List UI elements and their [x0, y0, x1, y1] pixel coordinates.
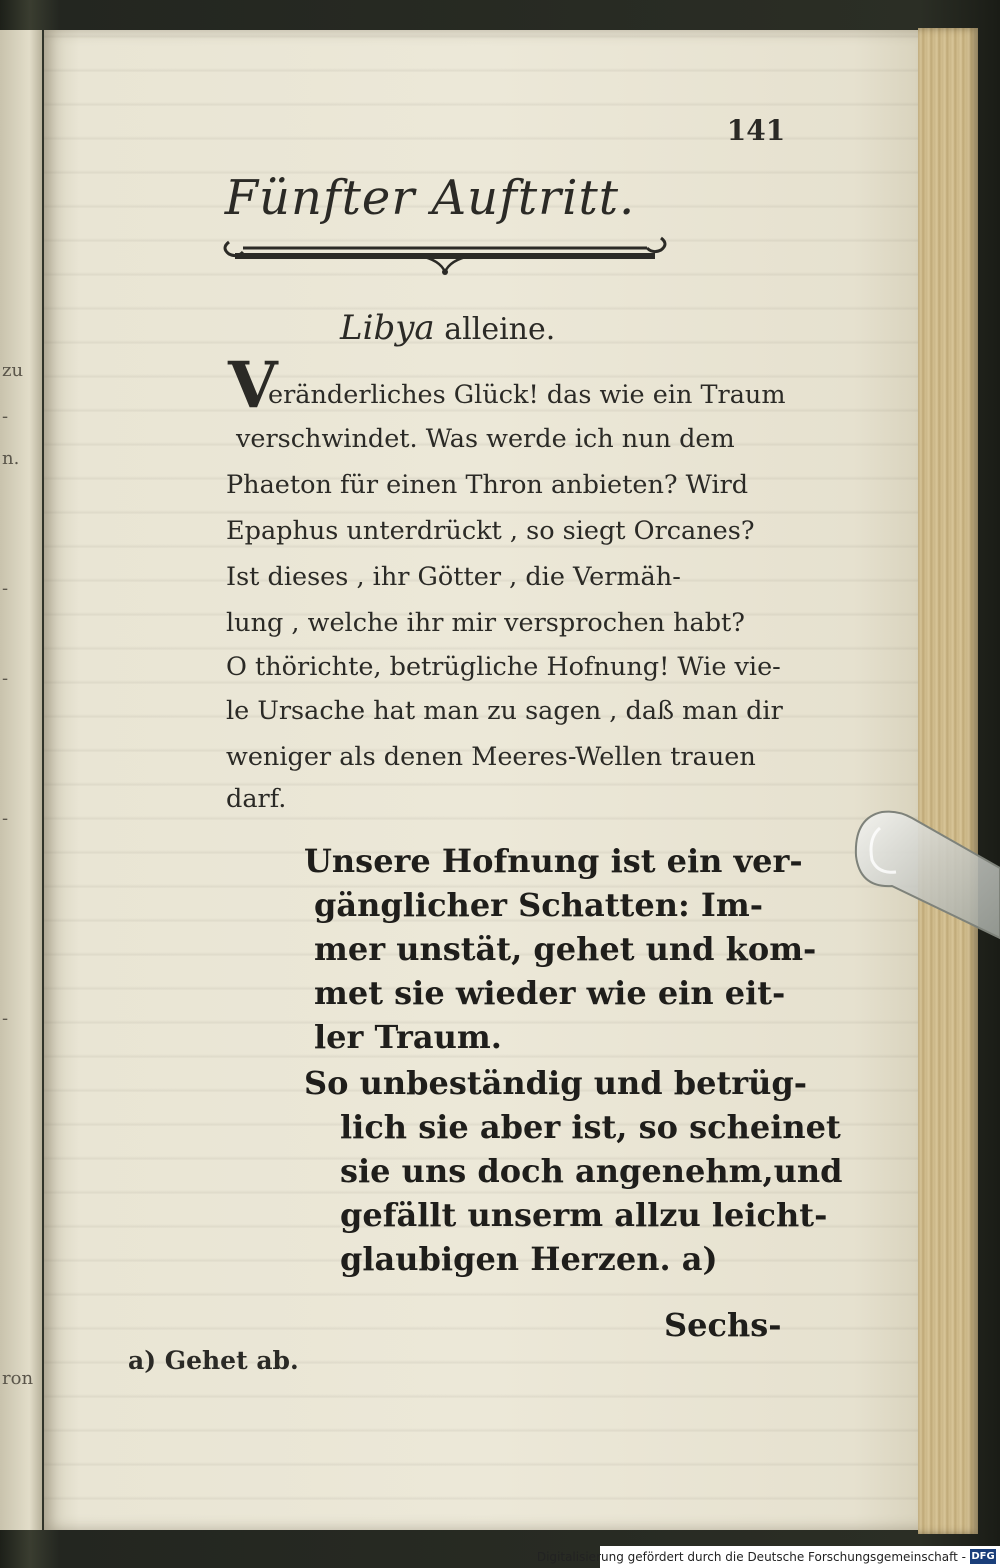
footnote: a) Gehet ab.	[128, 1346, 299, 1375]
speech-line: O thörichte, betrügliche Hofnung! Wie vie-	[226, 652, 781, 682]
digitization-credit-banner	[536, 1546, 1000, 1568]
verse-line: gänglicher Schatten: Im-	[314, 886, 764, 924]
aria-verse-2	[304, 1064, 843, 1284]
verse-line: lich sie aber ist, so scheinet	[340, 1108, 841, 1146]
ornamental-rule	[215, 228, 675, 278]
verse-line: sie uns doch angenehm,und	[340, 1152, 843, 1190]
aria-verse-1	[304, 842, 817, 1062]
speech-line: Phaeton für einen Thron anbieten? Wird	[226, 470, 749, 500]
speech-line: Ist dieses , ihr Götter , die Vermäh-	[226, 562, 681, 592]
speech-paragraph	[226, 348, 786, 816]
speaker-name: Libya	[340, 308, 435, 348]
digitization-credit: Digitalisierung gefördert durch die Deutsche Forschungsgemeinschaft -	[536, 1550, 966, 1564]
catchword: Sechs-	[664, 1306, 782, 1344]
verse-line: mer unstät, gehet und kom-	[314, 930, 817, 968]
speech-line: weniger als denen Meeres-Wellen trauen	[226, 742, 756, 772]
dfg-logo: DFG	[971, 1551, 995, 1562]
speech-line: Epaphus unterdrückt , so siegt Orcanes?	[226, 516, 755, 546]
drop-capital: V	[228, 348, 278, 423]
speech-line: lung , welche ihr mir versprochen habt?	[226, 608, 745, 638]
speech-line: le Ursache hat man zu sagen , daß man dir	[226, 696, 783, 726]
speech-line: verschwindet. Was werde ich nun dem	[236, 424, 735, 454]
stage-direction: alleine.	[444, 312, 556, 347]
verse-line: Unsere Hofnung ist ein ver-	[304, 842, 803, 880]
page-clip	[852, 808, 1000, 948]
left-page-margin-fragments: zu - n. - - - - ron	[2, 360, 34, 1389]
speech-line: eränderliches Glück! das wie ein Traum	[268, 380, 786, 410]
verse-line: So unbeständig und betrüg-	[304, 1064, 808, 1102]
speaker-line	[340, 308, 580, 348]
verse-line: ler Traum.	[314, 1018, 502, 1056]
page-number: 141	[726, 114, 786, 147]
speech-line: darf.	[226, 784, 287, 814]
verse-line: met sie wieder wie ein eit-	[314, 974, 786, 1012]
verse-line: glaubigen Herzen. a)	[340, 1240, 718, 1278]
verse-line: gefällt unserm allzu leicht-	[340, 1196, 828, 1234]
page-stack-edge	[918, 28, 978, 1534]
scene-heading: Fünfter Auftritt.	[224, 170, 636, 226]
